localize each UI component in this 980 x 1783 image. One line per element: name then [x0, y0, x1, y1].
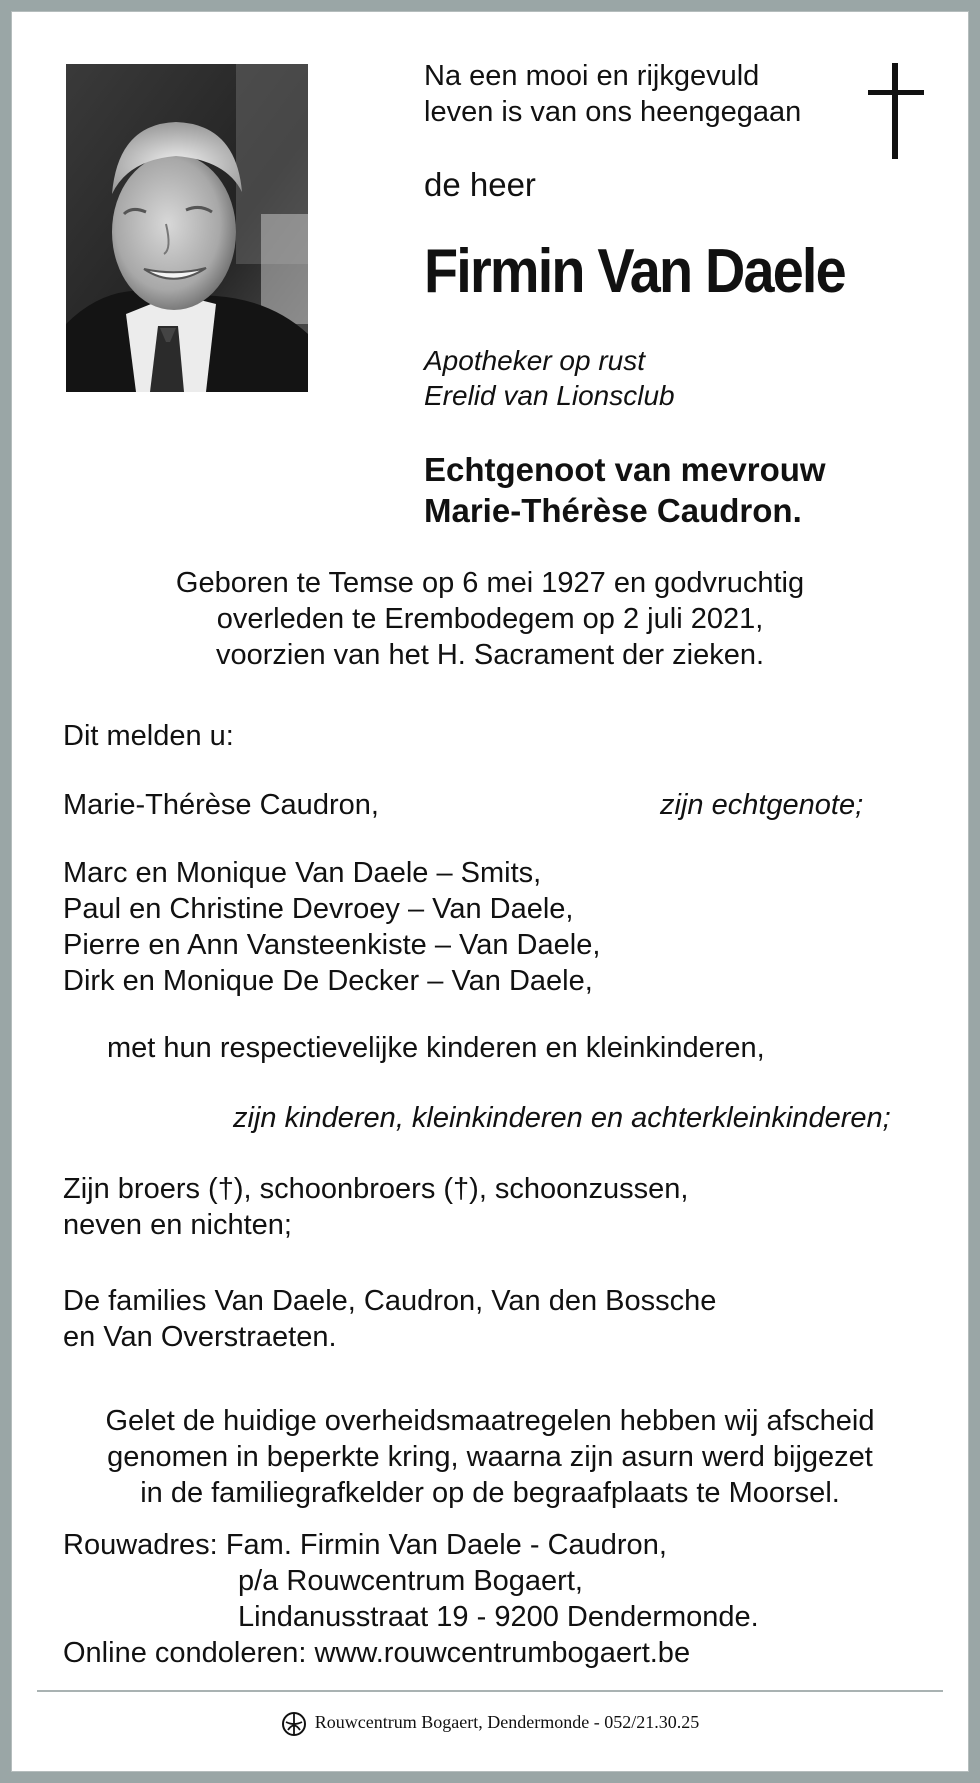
title-prefix: de heer [424, 166, 536, 203]
child-line: Paul en Christine Devroey – Van Daele, [63, 893, 574, 925]
spouse-text [424, 449, 826, 531]
address-row-1 [63, 1527, 759, 1563]
spouse-line-2: Marie-Thérèse Caudron. [424, 492, 802, 529]
cross-icon [868, 63, 924, 159]
footer-text: Rouwcentrum Bogaert, Dendermonde - 052/21.30.25 [314, 1712, 700, 1732]
notice-line-1: Gelet de huidige overheidsmaatregelen hebben wij afscheid [105, 1405, 875, 1437]
announce-text: Dit melden u: [63, 720, 234, 752]
deceased-name: Firmin Van Daele [424, 237, 845, 306]
footer-divider [37, 1690, 943, 1692]
address-line-2: p/a Rouwcentrum Bogaert, [238, 1565, 583, 1597]
birth-line-2: overleden te Erembodegem op 2 juli 2021, [216, 603, 764, 635]
birth-line-3: voorzien van het H. Sacrament der zieken. [215, 639, 765, 671]
address-line-1: Fam. Firmin Van Daele - Caudron, [225, 1529, 667, 1561]
intro-line-1: Na een mooi en rijkgevuld [424, 60, 760, 92]
deceased-roles [424, 343, 675, 413]
intro-line-2: leven is van ons heengegaan [424, 96, 802, 128]
birth-line-1: Geboren te Temse op 6 mei 1927 en godvruchtig [175, 567, 805, 599]
address-label: Rouwadres: [63, 1529, 218, 1561]
child-line: Pierre en Ann Vansteenkiste – Van Daele, [63, 929, 601, 961]
families-text [63, 1283, 716, 1355]
obituary-content [25, 25, 955, 1758]
mourning-address [63, 1527, 759, 1671]
families-line-2: en Van Overstraeten. [63, 1321, 337, 1353]
obituary-card [12, 12, 968, 1771]
online-condolence: Online condoleren: www.rouwcentrumbogaert.be [63, 1637, 691, 1669]
grandchildren-line: met hun respectievelijke kinderen en kleinkinderen, [107, 1032, 765, 1064]
spouse-line-1: Echtgenoot van mevrouw [424, 451, 826, 488]
footer [25, 1707, 955, 1737]
intro-text [424, 58, 801, 130]
ceremony-notice [25, 1403, 955, 1511]
notice-line-3: in de familiegrafkelder op de begraafplaats te Moorsel. [140, 1477, 840, 1509]
role-line-2: Erelid van Lionsclub [424, 380, 675, 411]
notice-line-2: genomen in beperkte kring, waarna zijn asurn werd bijgezet [107, 1441, 873, 1473]
children-role: zijn kinderen, kleinkinderen en achterkleinkinderen; [233, 1102, 891, 1134]
families-line-1: De families Van Daele, Caudron, Van den Bossche [63, 1285, 717, 1317]
siblings-line-2: neven en nichten; [63, 1209, 292, 1241]
address-line-3: Lindanusstraat 19 - 9200 Dendermonde. [238, 1601, 759, 1633]
siblings-text [63, 1171, 688, 1243]
child-line: Dirk en Monique De Decker – Van Daele, [63, 965, 593, 997]
funeral-home-logo-icon [281, 1711, 307, 1737]
widow-name: Marie-Thérèse Caudron, [63, 789, 379, 821]
portrait-photo [66, 64, 308, 392]
siblings-line-1: Zijn broers (†), schoonbroers (†), schoonzussen, [63, 1173, 689, 1205]
role-line-1: Apotheker op rust [424, 345, 646, 376]
widow-role: zijn echtgenote; [660, 789, 864, 821]
child-line: Marc en Monique Van Daele – Smits, [63, 857, 542, 889]
children-list [63, 855, 600, 999]
birth-death-text [25, 565, 955, 673]
